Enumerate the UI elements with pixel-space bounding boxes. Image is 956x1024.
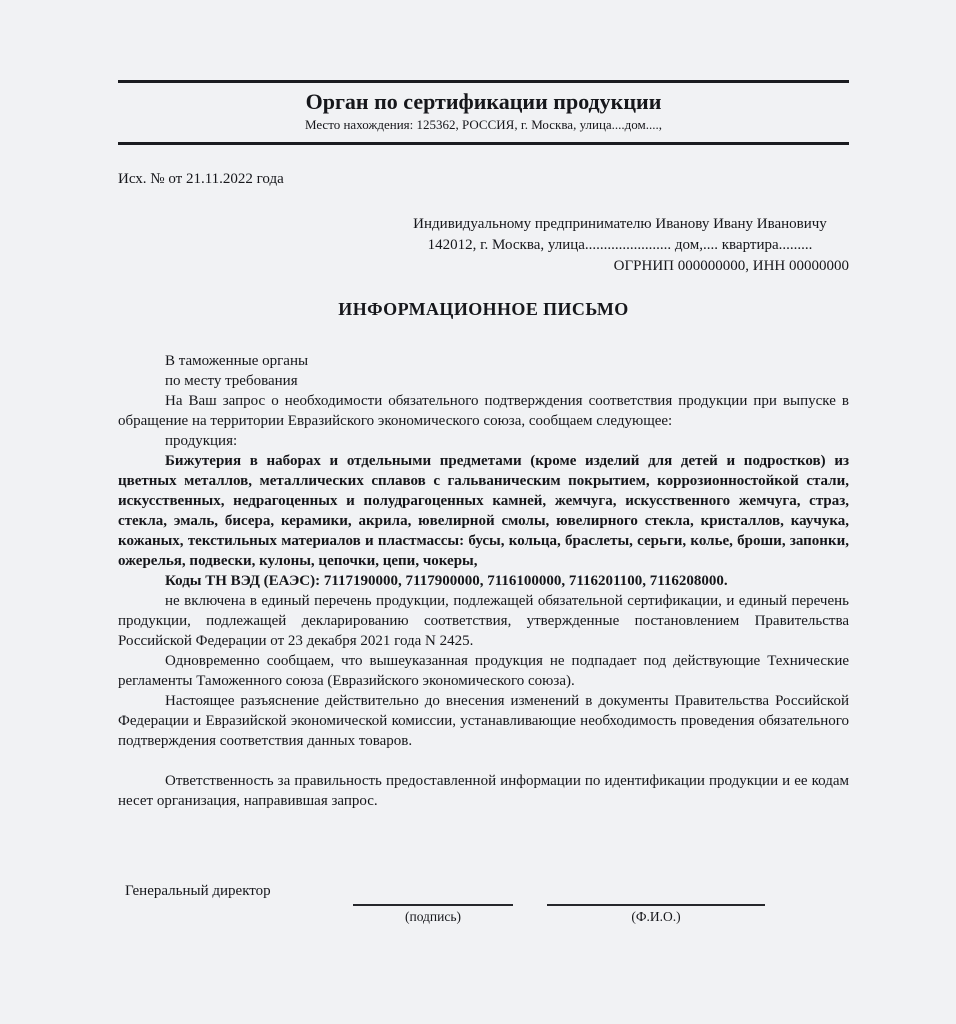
full-name-field [547,904,765,925]
full-name-line [547,904,765,906]
product-label-line: продукция: [165,433,238,449]
signer-role-label: Генеральный директор [125,883,271,899]
org-title: Орган по сертификации продукции [305,89,662,114]
letterhead-top-rule [118,80,849,83]
letterhead-bottom-rule [118,142,849,145]
full-name-caption: (Ф.И.О.) [631,909,681,924]
recipient-line-2: по месту требования [165,373,298,389]
document-title: ИНФОРМАЦИОННОЕ ПИСЬМО [338,299,629,319]
intro-paragraph: На Ваш запрос о необходимости обязательного подтверждения соответствия продукции при выпуске в обращение на территории Евразийского экономического союза, сообщаем следующее: [118,393,849,429]
product-description-paragraph: Бижутерия в наборах и отдельными предметами (кроме изделий для детей и подростков) из цветных металлов, металлических сплавов с гальваническим покрытием, коррозионностойкой стали, искусственных, недрагоценных и полудрагоценных камней, жемчуга, искусственного жемчуга, страз, стекла, эмаль, бисера, керамики, акрила, ювелирной смолы, ювелирного стекла, кристаллов, каучука, кожаных, текстильных материалов и пластмассы: бусы, кольца, браслеты, серьги, колье, броши, запонки, ожерелья, подвески, кулоны, цепочки, цепи, чокеры, [118,453,849,569]
outgoing-ref-line: Исх. № от 21.11.2022 года [118,171,284,187]
addressee-block [391,214,849,277]
org-address-line: Место нахождения: 125362, РОССИЯ, г. Москва, улица....дом...., [304,117,663,132]
signature-line [353,904,513,906]
letter-body [118,351,849,811]
responsibility-paragraph: Ответственность за правильность предоставленной информации по идентификации продукции и ее кодам несет организация, направившая запрос. [118,773,849,809]
addressee-line-2: 142012, г. Москва, улица....................... дом,.... квартира......... [427,237,813,253]
signature-block [118,883,849,949]
recipient-line-1: В таможенные органы [165,353,309,369]
tnved-codes-line: Коды ТН ВЭД (ЕАЭС): 7117190000, 7117900000, 7116100000, 7116201100, 7116208000. [165,573,728,589]
blank-line-spacer [118,751,849,771]
additionally-paragraph: Одновременно сообщаем, что вышеуказанная продукция не подпадает под действующие Технические регламенты Таможенного союза (Евразийского экономического союза). [118,653,849,689]
validity-paragraph: Настоящее разъяснение действительно до внесения изменений в документы Правительства Российской Федерации и Евразийской экономической комиссии, устанавливающие необходимость проведения обязательного подтверждения соответствия данных товаров. [118,693,849,749]
letter-document [118,0,849,949]
addressee-line-1: Индивидуальному предпринимателю Иванову Ивану Ивановичу [413,216,827,232]
not-included-paragraph: не включена в единый перечень продукции, подлежащей обязательной сертификации, и единый перечень продукции, подлежащей декларированию соответствия, утвержденные постановлением Правительства Российской Федерации от 23 декабря 2021 года N 2425. [118,593,849,649]
letterhead [118,80,849,145]
signature-field [353,904,513,925]
addressee-line-3: ОГРНИП 000000000, ИНН 00000000 [613,258,849,274]
signature-caption: (подпись) [404,909,462,924]
